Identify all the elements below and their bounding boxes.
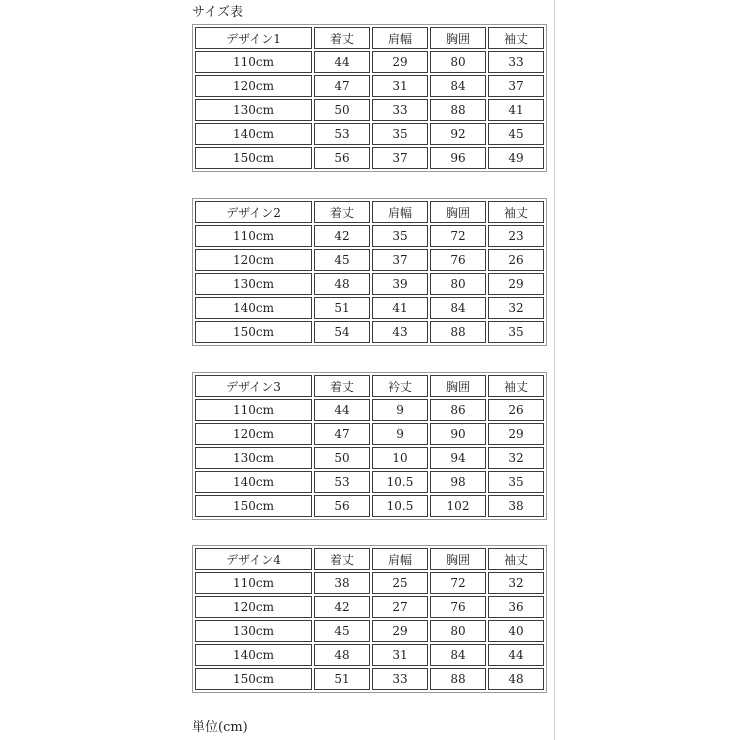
value-cell: 48 [314, 273, 370, 295]
table-row [195, 99, 544, 121]
value-cell: 76 [430, 249, 486, 271]
table-row [195, 75, 544, 97]
table-row [195, 447, 544, 469]
value-cell: 50 [314, 447, 370, 469]
header-cell: 胸囲 [430, 375, 486, 397]
value-cell: 54 [314, 321, 370, 343]
value-cell: 102 [430, 495, 486, 517]
header-cell: デザイン4 [195, 548, 312, 570]
size-cell: 140cm [195, 297, 312, 319]
value-cell: 26 [488, 399, 544, 421]
table-row [195, 297, 544, 319]
value-cell: 56 [314, 147, 370, 169]
size-cell: 150cm [195, 668, 312, 690]
size-cell: 120cm [195, 423, 312, 445]
header-cell: 胸囲 [430, 201, 486, 223]
header-cell: 胸囲 [430, 27, 486, 49]
value-cell: 37 [372, 249, 428, 271]
value-cell: 26 [488, 249, 544, 271]
divider-line [554, 0, 555, 740]
value-cell: 31 [372, 644, 428, 666]
value-cell: 88 [430, 668, 486, 690]
value-cell: 98 [430, 471, 486, 493]
header-cell: デザイン3 [195, 375, 312, 397]
value-cell: 42 [314, 596, 370, 618]
value-cell: 92 [430, 123, 486, 145]
value-cell: 38 [488, 495, 544, 517]
header-cell: 袖丈 [488, 375, 544, 397]
value-cell: 72 [430, 225, 486, 247]
value-cell: 10 [372, 447, 428, 469]
table-row [195, 572, 544, 594]
size-cell: 150cm [195, 495, 312, 517]
value-cell: 90 [430, 423, 486, 445]
table-row [195, 471, 544, 493]
value-cell: 42 [314, 225, 370, 247]
table-header-row [195, 548, 544, 570]
value-cell: 76 [430, 596, 486, 618]
table-row [195, 249, 544, 271]
value-cell: 41 [488, 99, 544, 121]
value-cell: 80 [430, 51, 486, 73]
table-row [195, 596, 544, 618]
value-cell: 35 [372, 225, 428, 247]
table-row [195, 423, 544, 445]
table-row [195, 620, 544, 642]
header-cell: 衿丈 [372, 375, 428, 397]
value-cell: 50 [314, 99, 370, 121]
value-cell: 84 [430, 297, 486, 319]
value-cell: 96 [430, 147, 486, 169]
size-cell: 110cm [195, 572, 312, 594]
value-cell: 84 [430, 644, 486, 666]
size-cell: 120cm [195, 249, 312, 271]
header-cell: 肩幅 [372, 27, 428, 49]
size-cell: 140cm [195, 123, 312, 145]
table-row [195, 495, 544, 517]
value-cell: 45 [488, 123, 544, 145]
header-cell: 着丈 [314, 375, 370, 397]
value-cell: 43 [372, 321, 428, 343]
header-cell: 着丈 [314, 548, 370, 570]
header-cell: 胸囲 [430, 548, 486, 570]
header-cell: デザイン2 [195, 201, 312, 223]
value-cell: 33 [372, 668, 428, 690]
size-cell: 120cm [195, 596, 312, 618]
value-cell: 35 [372, 123, 428, 145]
value-cell: 56 [314, 495, 370, 517]
value-cell: 33 [488, 51, 544, 73]
table-row [195, 51, 544, 73]
size-cell: 130cm [195, 620, 312, 642]
size-cell: 140cm [195, 644, 312, 666]
value-cell: 72 [430, 572, 486, 594]
value-cell: 23 [488, 225, 544, 247]
value-cell: 44 [488, 644, 544, 666]
value-cell: 33 [372, 99, 428, 121]
table-header-row [195, 375, 544, 397]
size-table-design-4 [192, 545, 547, 693]
value-cell: 36 [488, 596, 544, 618]
value-cell: 45 [314, 620, 370, 642]
table-row [195, 321, 544, 343]
value-cell: 29 [488, 273, 544, 295]
value-cell: 37 [372, 147, 428, 169]
table-row [195, 644, 544, 666]
value-cell: 88 [430, 99, 486, 121]
table-row [195, 273, 544, 295]
value-cell: 37 [488, 75, 544, 97]
value-cell: 10.5 [372, 471, 428, 493]
value-cell: 25 [372, 572, 428, 594]
value-cell: 47 [314, 75, 370, 97]
size-cell: 150cm [195, 147, 312, 169]
header-cell: 肩幅 [372, 548, 428, 570]
size-table-design-1 [192, 24, 547, 172]
value-cell: 41 [372, 297, 428, 319]
size-cell: 150cm [195, 321, 312, 343]
header-cell: 着丈 [314, 27, 370, 49]
value-cell: 80 [430, 273, 486, 295]
value-cell: 29 [372, 620, 428, 642]
header-cell: 袖丈 [488, 27, 544, 49]
value-cell: 86 [430, 399, 486, 421]
size-cell: 130cm [195, 273, 312, 295]
value-cell: 9 [372, 423, 428, 445]
table-row [195, 225, 544, 247]
value-cell: 53 [314, 471, 370, 493]
size-table-design-3 [192, 372, 547, 520]
value-cell: 53 [314, 123, 370, 145]
value-cell: 27 [372, 596, 428, 618]
value-cell: 29 [372, 51, 428, 73]
table-header-row [195, 201, 544, 223]
value-cell: 35 [488, 471, 544, 493]
value-cell: 84 [430, 75, 486, 97]
header-cell: デザイン1 [195, 27, 312, 49]
value-cell: 51 [314, 297, 370, 319]
value-cell: 80 [430, 620, 486, 642]
value-cell: 31 [372, 75, 428, 97]
value-cell: 47 [314, 423, 370, 445]
value-cell: 49 [488, 147, 544, 169]
value-cell: 44 [314, 399, 370, 421]
size-table-design-2 [192, 198, 547, 346]
size-cell: 110cm [195, 51, 312, 73]
header-cell: 袖丈 [488, 201, 544, 223]
size-cell: 130cm [195, 447, 312, 469]
header-cell: 肩幅 [372, 201, 428, 223]
size-cell: 130cm [195, 99, 312, 121]
value-cell: 45 [314, 249, 370, 271]
value-cell: 35 [488, 321, 544, 343]
table-row [195, 668, 544, 690]
value-cell: 9 [372, 399, 428, 421]
size-cell: 140cm [195, 471, 312, 493]
value-cell: 88 [430, 321, 486, 343]
table-header-row [195, 27, 544, 49]
size-cell: 110cm [195, 399, 312, 421]
value-cell: 48 [314, 644, 370, 666]
size-cell: 110cm [195, 225, 312, 247]
value-cell: 10.5 [372, 495, 428, 517]
table-row [195, 147, 544, 169]
value-cell: 48 [488, 668, 544, 690]
size-cell: 120cm [195, 75, 312, 97]
value-cell: 32 [488, 447, 544, 469]
page-heading: サイズ表 [192, 5, 243, 20]
value-cell: 51 [314, 668, 370, 690]
table-row [195, 399, 544, 421]
header-cell: 着丈 [314, 201, 370, 223]
value-cell: 38 [314, 572, 370, 594]
value-cell: 32 [488, 572, 544, 594]
value-cell: 32 [488, 297, 544, 319]
value-cell: 29 [488, 423, 544, 445]
value-cell: 40 [488, 620, 544, 642]
value-cell: 94 [430, 447, 486, 469]
table-row [195, 123, 544, 145]
header-cell: 袖丈 [488, 548, 544, 570]
value-cell: 39 [372, 273, 428, 295]
value-cell: 44 [314, 51, 370, 73]
unit-note: 単位(cm) [192, 720, 248, 735]
